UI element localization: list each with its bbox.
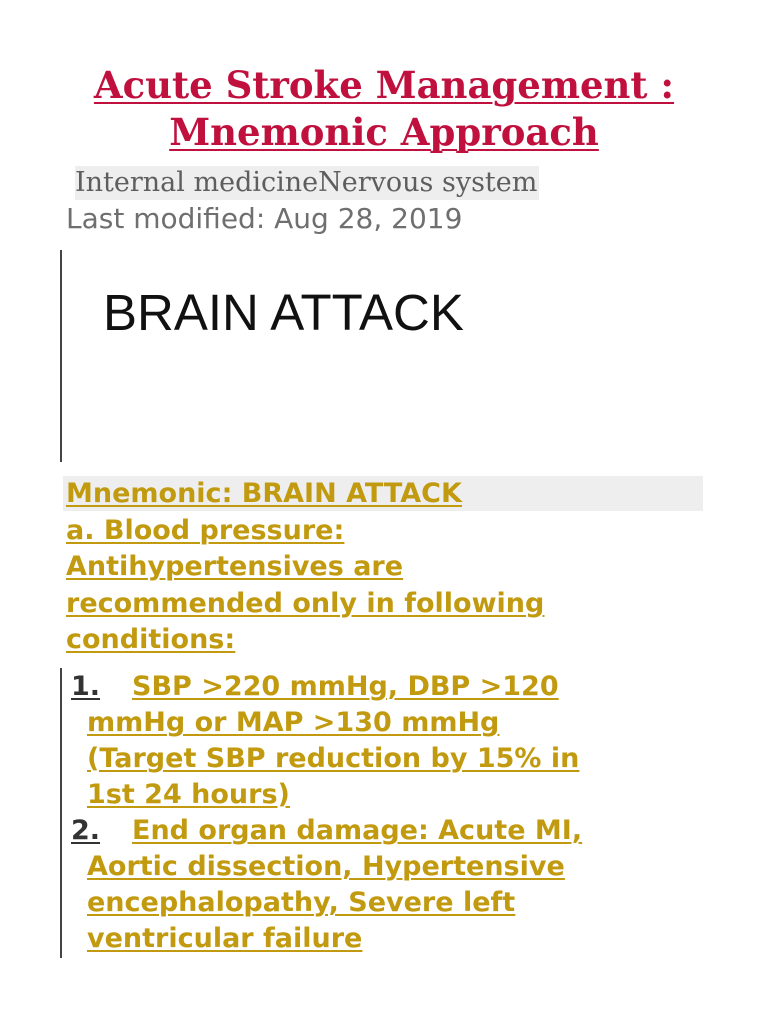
- condition-line-text: 1st 24 hours): [87, 779, 290, 810]
- condition-line: [0, 777, 768, 813]
- condition-line-text: Aortic dissection, Hypertensive: [87, 851, 565, 882]
- condition-line-text: (Target SBP reduction by 15% in: [87, 743, 580, 774]
- brain-attack-heading: BRAIN ATTACK: [103, 284, 464, 341]
- mnemonic-line-text: recommended only in following: [66, 587, 545, 619]
- page-title: [0, 62, 768, 156]
- condition-item-1: [0, 669, 768, 813]
- condition-number: 2.: [71, 815, 101, 846]
- title-line-2: [0, 109, 768, 156]
- mnemonic-line-text: conditions:: [66, 624, 236, 655]
- mnemonic-line: [66, 513, 706, 550]
- title-line-2-text: Mnemonic Approach: [169, 110, 599, 154]
- condition-line-text: ventricular failure: [87, 923, 363, 954]
- condition-line-text: encephalopathy, Severe left: [87, 887, 516, 918]
- condition-number: 1.: [71, 671, 101, 702]
- mnemonic-line-text: Mnemonic: BRAIN ATTACK: [66, 478, 462, 509]
- mnemonic-block: [66, 476, 706, 659]
- last-modified-date: Last modified: Aug 28, 2019: [66, 202, 463, 235]
- condition-line: [0, 813, 768, 849]
- mnemonic-line: [66, 549, 706, 586]
- condition-line-text: End organ damage: Acute MI,: [132, 815, 583, 846]
- condition-item-2: [0, 813, 768, 957]
- mnemonic-line: [66, 586, 706, 623]
- title-line-1: [0, 62, 768, 109]
- mnemonic-line-text: Antihypertensives are: [66, 551, 404, 582]
- condition-line: [0, 741, 768, 777]
- condition-line: [0, 885, 768, 921]
- mnemonic-line: [66, 622, 706, 659]
- conditions-list: [0, 669, 768, 957]
- left-border-rule-top: [60, 250, 62, 462]
- condition-line: [0, 669, 768, 705]
- mnemonic-line: [66, 476, 706, 513]
- category-tags: Internal medicineNervous system: [75, 167, 538, 198]
- mnemonic-line-text: a. Blood pressure:: [66, 514, 345, 546]
- condition-line: [0, 705, 768, 741]
- condition-line: [0, 849, 768, 885]
- condition-line-text: SBP >220 mmHg, DBP >120: [132, 671, 559, 702]
- condition-line-text: mmHg or MAP >130 mmHg: [87, 707, 500, 738]
- condition-line: [0, 921, 768, 957]
- title-line-1-text: Acute Stroke Management :: [93, 63, 675, 107]
